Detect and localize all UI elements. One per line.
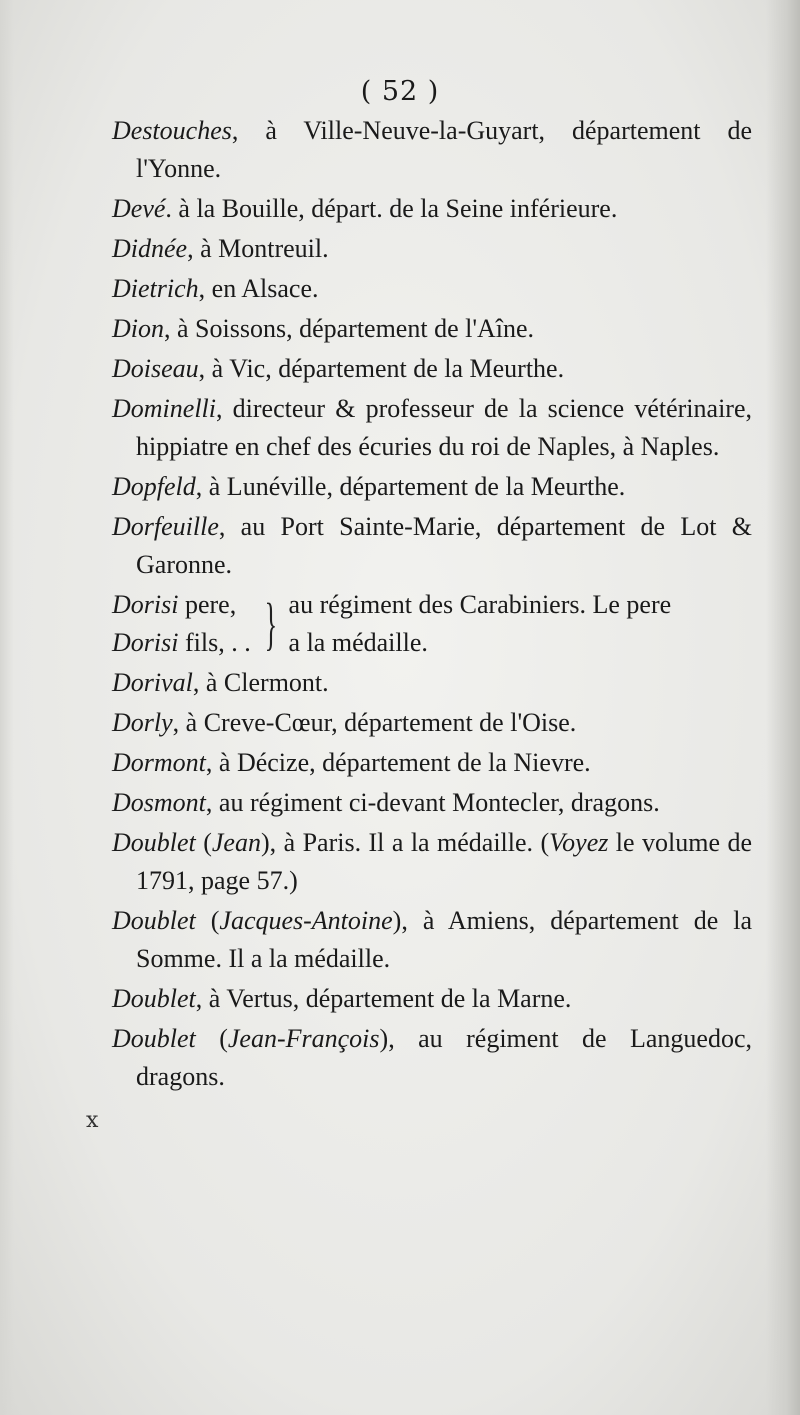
entry-text: , à Creve-Cœur, département de l'Oise. [172,708,577,737]
entry-text: , à Soissons, département de l'Aîne. [164,314,535,343]
entry-name: Dormont [112,748,206,777]
entry: Doublet (Jacques-Antoine), à Amiens, département de la Somme. Il a la médaille. [112,906,752,973]
entry [112,664,752,702]
entry-name: Devé [112,194,166,223]
entry [112,230,752,268]
entry [112,744,752,782]
entry [112,190,752,228]
entry [112,784,752,822]
brace-entry [112,586,752,662]
entry [112,468,752,506]
entry-name: Dietrich [112,274,199,303]
entry [112,310,752,348]
brace-names [112,586,251,662]
entry-name: Dorly [112,708,173,737]
margin-mark: x [86,1108,99,1133]
entry [112,704,752,742]
entry: Doublet, à Vertus, département de la Marne. [112,984,572,1013]
page-edge-right [766,0,800,1415]
entry [112,390,752,466]
entry-name: Doiseau [112,354,199,383]
entry-name: Dominelli [112,394,216,423]
brace-text: au régiment des Carabiniers. Le pere a la médaille. [288,590,672,657]
entry-text: , à Décize, département de la Nievre. [205,748,591,777]
entry-list [112,112,752,1098]
entry-text: , à Clermont. [192,668,329,697]
entry [112,508,752,584]
entry-name: Dosmont [112,788,206,817]
entry: Doublet (Jean), à Paris. Il a la médaille. (Voyez le volume de 1791, page 57.) [112,828,752,895]
entry-text: , directeur & professeur de la science vétérinaire, hippiatre en chef des écuries du roi de Naples, à Naples. [136,394,752,461]
entry-name: Dorival [112,668,193,697]
brace-name-line: Dorisi fils, . . [112,628,251,657]
entry-name: Destouches [112,116,232,145]
entry-text: , en Alsace. [198,274,319,303]
page-edge-left [0,0,14,1415]
entry: Doublet (Jean-François), au régiment de Languedoc, dragons. [112,1024,752,1091]
page-number: ( 52 ) [360,76,440,107]
entry-name: Dopfeld [112,472,196,501]
entry-name: Didnée [112,234,188,263]
entry-text: , au Port Sainte-Marie, département de Lot & Garonne. [136,512,752,579]
entry [112,112,752,188]
entry-text: , à Montreuil. [187,234,329,263]
entry-name: Dion [112,314,164,343]
entry-text: , au régiment ci-devant Montecler, dragons. [205,788,660,817]
entry-text: , à Vic, département de la Meurthe. [198,354,565,383]
entry-name: Dorfeuille [112,512,219,541]
entry-text: , à Ville-Neuve-la-Guyart, département de l'Yonne. [136,116,752,183]
entry-text: , à Lunéville, département de la Meurthe. [195,472,626,501]
brace-icon: } [264,591,277,656]
entry [112,270,752,308]
entry-text: . à la Bouille, départ. de la Seine inférieure. [165,194,618,223]
brace-name-line: Dorisi pere, [112,590,237,619]
entry [112,350,752,388]
